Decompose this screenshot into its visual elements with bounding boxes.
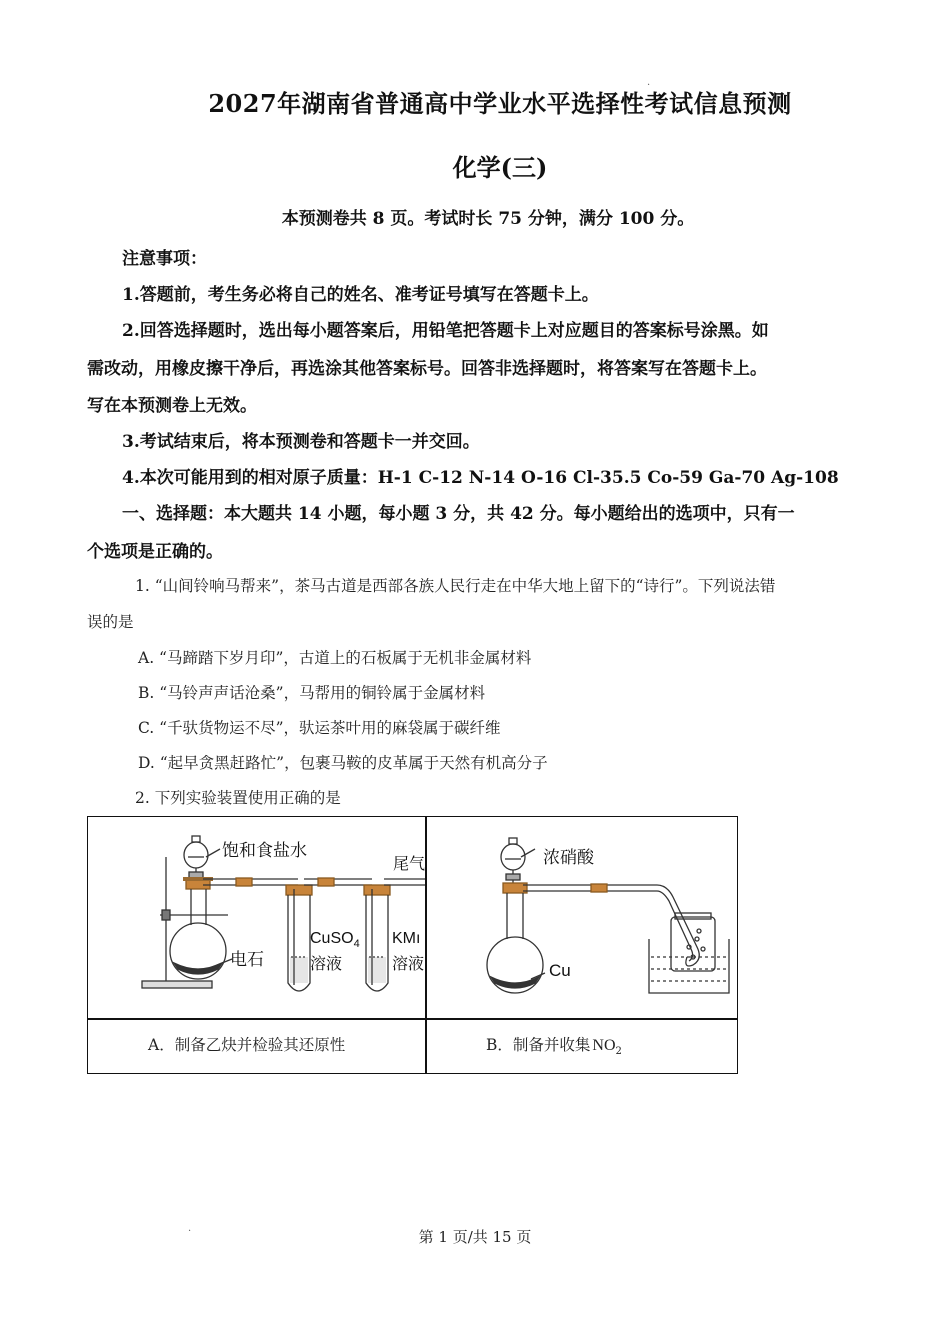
caption-b: B．制备并收集 $NO_2$: [486, 1036, 622, 1058]
label-kmno4-solution: 溶液: [392, 956, 425, 973]
footer-mark: ·: [188, 1226, 192, 1237]
exam-subtitle: 化学(三): [452, 153, 548, 182]
q1-stem-line-2: 误的是: [87, 613, 134, 631]
section-heading-line-2: 个选项是正确的。: [87, 542, 223, 562]
exam-info: 本预测卷共 8 页。考试时长 75 分钟，满分 100 分。: [281, 209, 695, 229]
scan-mark: ·: [647, 80, 651, 91]
note-1: 1.答题前，考生务必将自己的姓名、准考证号填写在答题卡上。: [122, 285, 599, 305]
figure-divider-horizontal: [88, 1018, 737, 1020]
note-2-line-1: 2.回答选择题时，选出每小题答案后，用铅笔把答题卡上对应题目的答案标号涂黑。如: [122, 321, 769, 341]
label-brine: 饱和食盐水: [222, 841, 307, 860]
label-tail-gas: 尾气: [393, 856, 425, 873]
q1-stem-line-1: 1. “山间铃响马帮来”，茶马古道是西部各族人民行走在中华大地上留下的“诗行”。下列说法错: [135, 577, 776, 595]
label-conc-nitric-acid: 浓硝酸: [543, 848, 594, 867]
note-2-line-2: 需改动，用橡皮擦干净后，再选涂其他答案标号。回答非选择题时，将答案写在答题卡上。: [87, 359, 767, 379]
q1-option-d: D. “起早贪黑赶路忙”，包裹马鞍的皮革属于天然有机高分子: [138, 754, 548, 772]
section-heading-line-1: 一、选择题：本大题共 14 小题，每小题 3 分，共 42 分。每小题给出的选项中，只有一: [122, 504, 795, 524]
caption-a: A．制备乙炔并检验其还原性: [148, 1036, 346, 1054]
q1-option-b: B. “马铃声声话沧桑”，马帮用的铜铃属于金属材料: [138, 684, 486, 702]
q1-option-a: A. “马蹄踏下岁月印”，古道上的石板属于无机非金属材料: [138, 649, 532, 667]
q1-option-c: C. “千驮货物运不尽”，驮运茶叶用的麻袋属于碳纤维: [138, 719, 501, 737]
note-4: 4.本次可能用到的相对原子质量：H-1 C-12 N-14 O-16 Cl-35.5 Co-59 Ga-70 Ag-108: [122, 468, 839, 488]
note-2-line-3: 写在本预测卷上无效。: [87, 396, 257, 416]
label-kmno4: KMı: [392, 930, 421, 947]
label-copper: Cu: [549, 961, 571, 980]
note-3: 3.考试结束后，将本预测卷和答题卡一并交回。: [122, 432, 480, 452]
page-number: 第 1 页/共 15 页: [418, 1228, 532, 1246]
q2-stem: 2. 下列实验装置使用正确的是: [135, 789, 341, 807]
label-carbide: 电石: [230, 950, 264, 969]
notes-heading: 注意事项：: [122, 249, 207, 269]
label-cuso4: CuSO$_4$: [310, 930, 360, 951]
exam-title: 2027年湖南省普通高中学业水平选择性考试信息预测: [208, 89, 792, 118]
q2-figure-table: [87, 816, 738, 1074]
label-cuso4-solution: 溶液: [310, 956, 343, 973]
